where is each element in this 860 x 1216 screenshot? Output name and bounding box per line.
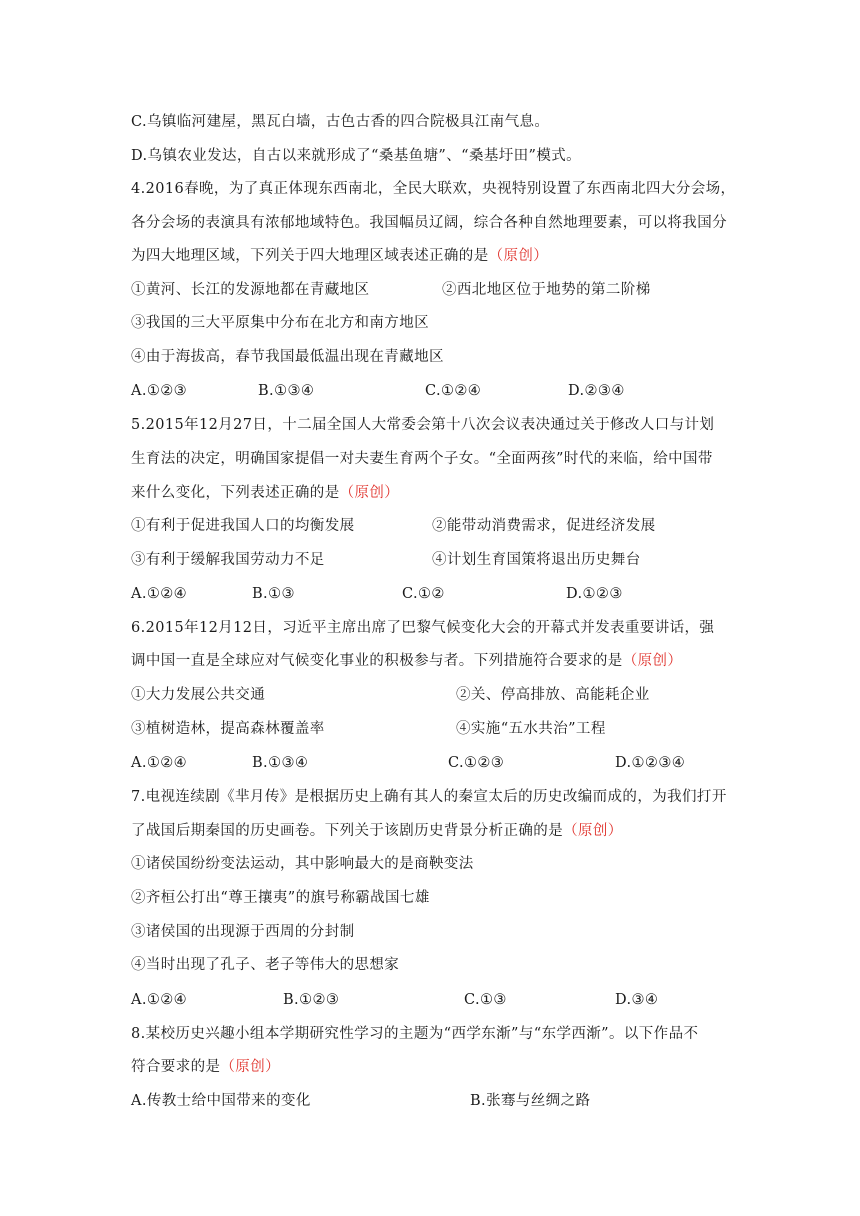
text-line — [131, 112, 549, 132]
option-choice: C.①② — [402, 586, 445, 602]
text-line — [131, 550, 325, 570]
line-text: ①大力发展公共交通 — [131, 687, 266, 703]
text-line — [131, 888, 430, 908]
line-text: ③我国的三大平原集中分布在北方和南方地区 — [131, 315, 429, 331]
original-tag: （原创） — [488, 248, 549, 264]
line-text: A.传教士给中国带来的变化 — [131, 1093, 311, 1109]
line-text: ④由于海拔高，春节我国最低温出现在青藏地区 — [131, 349, 444, 365]
option-choice: A.①②④ — [131, 992, 188, 1008]
option-choice: B.①③ — [252, 586, 295, 602]
text-line — [131, 313, 429, 333]
text-line — [131, 246, 548, 266]
line-text: ③诸侯国的出现源于西周的分封制 — [131, 924, 355, 940]
line-text: ①黄河、长江的发源地都在青藏地区 — [131, 282, 370, 298]
option-choice: B.①③④ — [258, 383, 315, 399]
original-tag: （原创） — [220, 1059, 281, 1075]
line-text: ③有利于缓解我国劳动力不足 — [131, 552, 325, 568]
text-line — [131, 347, 444, 367]
original-tag: （原创） — [622, 653, 683, 669]
line-text: 了战国后期秦国的历史画卷。下列关于该剧历史背景分析正确的是 — [131, 823, 564, 839]
option-choice: C.①②③ — [448, 755, 505, 771]
text-line — [131, 449, 713, 469]
line-text: ①有利于促进我国人口的均衡发展 — [131, 518, 355, 534]
line-text: 为四大地理区域，下列关于四大地理区域表述正确的是 — [131, 248, 489, 264]
text-line — [131, 1057, 280, 1077]
text-line — [131, 955, 399, 975]
line-text: ④当时出现了孔子、老子等伟大的思想家 — [131, 957, 400, 973]
text-line — [131, 415, 714, 435]
line-text: 4.2016春晚，为了真正体现东西南北，全民大联欢，央视特别设置了东西南北四大分会场， — [131, 181, 736, 197]
text-line — [131, 618, 714, 638]
text-line — [131, 651, 682, 671]
option-choice: B.①③④ — [252, 755, 309, 771]
line-text: ③植树造林，提高森林覆盖率 — [131, 721, 325, 737]
text-line — [131, 213, 727, 233]
option-choice: A.①②④ — [131, 586, 188, 602]
line-text: D.乌镇农业发达，自古以来就形成了“桑基鱼塘”、“桑基圩田”模式。 — [131, 148, 582, 164]
text-line-right: ②关、停高排放、高能耗企业 — [456, 687, 650, 703]
option-choice: C.①③ — [464, 992, 507, 1008]
text-line — [131, 787, 727, 807]
line-text: 各分会场的表演具有浓郁地域特色。我国幅员辽阔，综合各种自然地理要素，可以将我国分 — [131, 215, 727, 231]
text-line-right: ②西北地区位于地势的第二阶梯 — [442, 282, 651, 298]
text-line — [131, 146, 581, 166]
line-text: 5.2015年12月27日，十二届全国人大常委会第十八次会议表决通过关于修改人口与计划 — [131, 417, 715, 433]
line-text: 来什么变化，下列表述正确的是 — [131, 485, 340, 501]
line-text: 8.某校历史兴趣小组本学期研究性学习的主题为“西学东渐”与“东学西渐”。以下作品不 — [131, 1026, 699, 1042]
text-line — [131, 821, 623, 841]
option-choice: D.①②③ — [566, 586, 623, 602]
option-choice: A.①②③ — [131, 383, 188, 399]
original-tag: （原创） — [563, 823, 623, 839]
text-line-right: ②能带动消费需求，促进经济发展 — [432, 518, 656, 534]
text-line — [131, 854, 474, 874]
option-choice: A.①②④ — [131, 755, 188, 771]
text-line — [131, 685, 265, 705]
line-text: 7.电视连续剧《芈月传》是根据历史上确有其人的秦宣太后的历史改编而成的，为我们打开 — [131, 789, 727, 805]
line-text: ①诸侯国纷纷变法运动，其中影响最大的是商鞅变法 — [131, 856, 474, 872]
line-text: C.乌镇临河建屋，黑瓦白墙，古色古香的四合院极具江南气息。 — [131, 114, 550, 130]
original-tag: （原创） — [339, 485, 400, 501]
text-line-right: ④实施“五水共治”工程 — [456, 721, 606, 737]
text-line — [131, 1091, 311, 1111]
text-line — [131, 719, 325, 739]
line-text: 调中国一直是全球应对气候变化事业的积极参与者。下列措施符合要求的是 — [131, 653, 623, 669]
line-text: 6.2015年12月12日，习近平主席出席了巴黎气候变化大会的开幕式并发表重要讲话，强 — [131, 620, 715, 636]
text-line — [131, 516, 355, 536]
option-choice: C.①②④ — [425, 383, 482, 399]
option-choice: D.①②③④ — [615, 755, 686, 771]
option-choice: D.③④ — [615, 992, 659, 1008]
option-choice: D.②③④ — [568, 383, 625, 399]
line-text: 符合要求的是 — [131, 1059, 221, 1075]
text-line-right: ④计划生育国策将退出历史舞台 — [432, 552, 641, 568]
text-line — [131, 179, 735, 199]
text-line — [131, 922, 355, 942]
line-text: 生育法的决定，明确国家提倡一对夫妻生育两个子女。“全面两孩”时代的来临，给中国带 — [131, 451, 713, 467]
text-line — [131, 1024, 698, 1044]
line-text: ②齐桓公打出“尊王攘夷”的旗号称霸战国七雄 — [131, 890, 430, 906]
text-line — [131, 483, 399, 503]
text-line — [131, 280, 369, 300]
text-line-right: B.张骞与丝绸之路 — [470, 1093, 591, 1109]
option-choice: B.①②③ — [283, 992, 340, 1008]
